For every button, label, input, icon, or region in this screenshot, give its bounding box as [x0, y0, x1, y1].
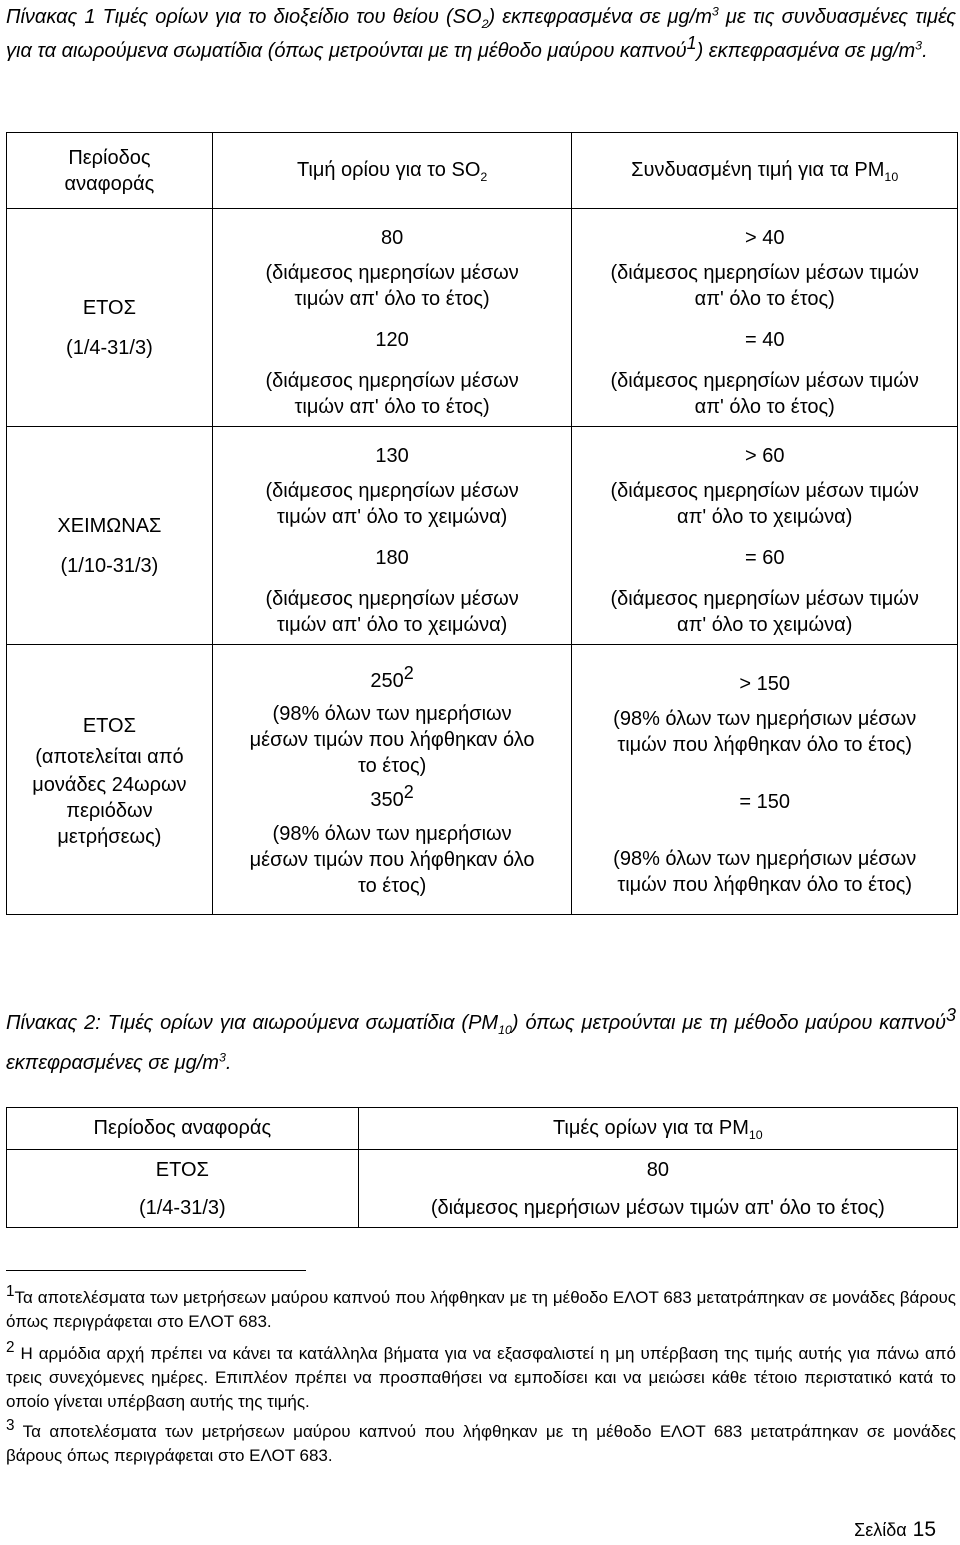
table2-header-row	[7, 1108, 958, 1150]
so2-limit-cell: 80 (διάμεσος ημερησίων μέσων τιμών απ' όλο το έτος) 120 (διάμεσος ημερησίων μέσων τιμών απ' όλο το έτος)	[212, 209, 572, 427]
table-row	[7, 209, 958, 427]
pm10-limit-cell: 80 (διάμεσος ημερήσιων μέσων τιμών απ' όλο το έτος)	[358, 1150, 957, 1228]
footnote-divider	[6, 1270, 306, 1271]
period-cell: ΕΤΟΣ (1/4-31/3)	[7, 1150, 359, 1228]
table-row	[7, 427, 958, 645]
header-pm10-combined: Συνδυασμένη τιμή για τα $PM_{10}$	[572, 133, 958, 209]
page-footer	[854, 1518, 936, 1542]
table1-caption: Πίνακας 1 Τιμές ορίων για το διοξείδιο του θείου $(SO_2)$ εκπεφρασμένα σε $\mu g/m^3$ με τις συνδυασμένες τιμές για τα αιωρούμενα σωματίδια (όπως μετρούνται με τη μέθοδο μαύρου καπνού1) εκπεφρασμένα σε $\mu g/m^3$.	[6, 4, 957, 62]
table-row	[7, 1150, 958, 1228]
header-so2-limit: Τιμή ορίου για το $SO_2$	[212, 133, 572, 209]
pm10-combined-cell: > 40 (διάμεσος ημερησίων μέσων τιμών απ' όλο το έτος) = 40 (διάμεσος ημερησίων μέσων τιμών απ' όλο το έτος)	[572, 209, 958, 427]
period-cell: ΕΤΟΣ (1/4-31/3)	[7, 209, 213, 427]
so2-limit-cell: 2502 (98% όλων των ημερήσιων μέσων τιμών που λήφθηκαν όλο το έτος) 3502 (98% όλων των ημερήσιων μέσων τιμών που λήφθηκαν όλο το έτος)	[212, 645, 572, 915]
table2-caption: Πίνακας 2: Τιμές ορίων για αιωρούμενα σωματίδια $(PM_{10})$ όπως μετρούνται με τη μέθοδο μαύρου καπνού3 εκπεφρασμένες σε $\mu g/m^3$.	[6, 1004, 956, 1074]
footnote-2: 2 Η αρμόδια αρχή πρέπει να κάνει τα κατάλληλα βήματα για να εξασφαλιστεί η μη υπέρβαση της τιμής αυτής για πάνω από τρεις συνεχόμενες ημέρες. Επιπλέον πρέπει να προσπαθήσει να εμποδίσει και να μειώσει κάθε τέτοιο περιστατικό κατά το οποίο γίνεται υπέρβαση αυτής της τιμής.	[6, 1339, 956, 1411]
header-period: Περίοδος αναφοράς	[7, 1108, 359, 1150]
pm10-limit-table	[6, 1107, 958, 1228]
so2-limit-cell: 130 (διάμεσος ημερησίων μέσων τιμών απ' όλο το χειμώνα) 180 (διάμεσος ημερησίων μέσων τιμών απ' όλο το χειμώνα)	[212, 427, 572, 645]
header-pm10-limit: Τιμές ορίων για τα $PM_{10}$	[358, 1108, 957, 1150]
header-period: Περίοδος αναφοράς	[7, 133, 213, 209]
pm10-combined-cell: > 150 (98% όλων των ημερήσιων μέσων τιμών που λήφθηκαν όλο το έτος) = 150 (98% όλων των ημερήσιων μέσων τιμών που λήφθηκαν όλο το έτος)	[572, 645, 958, 915]
footnote-3: 3 Τα αποτελέσματα των μετρήσεων μαύρου καπνού που λήφθηκαν με τη μέθοδο ΕΛΟΤ 683 μετατράπηκαν σε μονάδες βάρους όπως περιγράφεται στο ΕΛΟΤ 683.	[6, 1417, 956, 1465]
period-cell: ΕΤΟΣ (αποτελείται από μονάδες 24ωρων περιόδων μετρήσεως)	[7, 645, 213, 915]
period-cell: ΧΕΙΜΩΝΑΣ (1/10-31/3)	[7, 427, 213, 645]
so2-limit-table	[6, 132, 958, 915]
table1-header-row	[7, 133, 958, 209]
table-row	[7, 645, 958, 915]
pm10-combined-cell: > 60 (διάμεσος ημερησίων μέσων τιμών απ' όλο το χειμώνα) = 60 (διάμεσος ημερησίων μέσων τιμών απ' όλο το χειμώνα)	[572, 427, 958, 645]
page-number: 15	[912, 1518, 936, 1541]
footnote-1: 1Τα αποτελέσματα των μετρήσεων μαύρου καπνού που λήφθηκαν με τη μέθοδο ΕΛΟΤ 683 μετατράπηκαν σε μονάδες βάρους όπως περιγράφεται στο ΕΛΟΤ 683.	[6, 1283, 956, 1331]
page-label: Σελίδα	[854, 1520, 907, 1540]
